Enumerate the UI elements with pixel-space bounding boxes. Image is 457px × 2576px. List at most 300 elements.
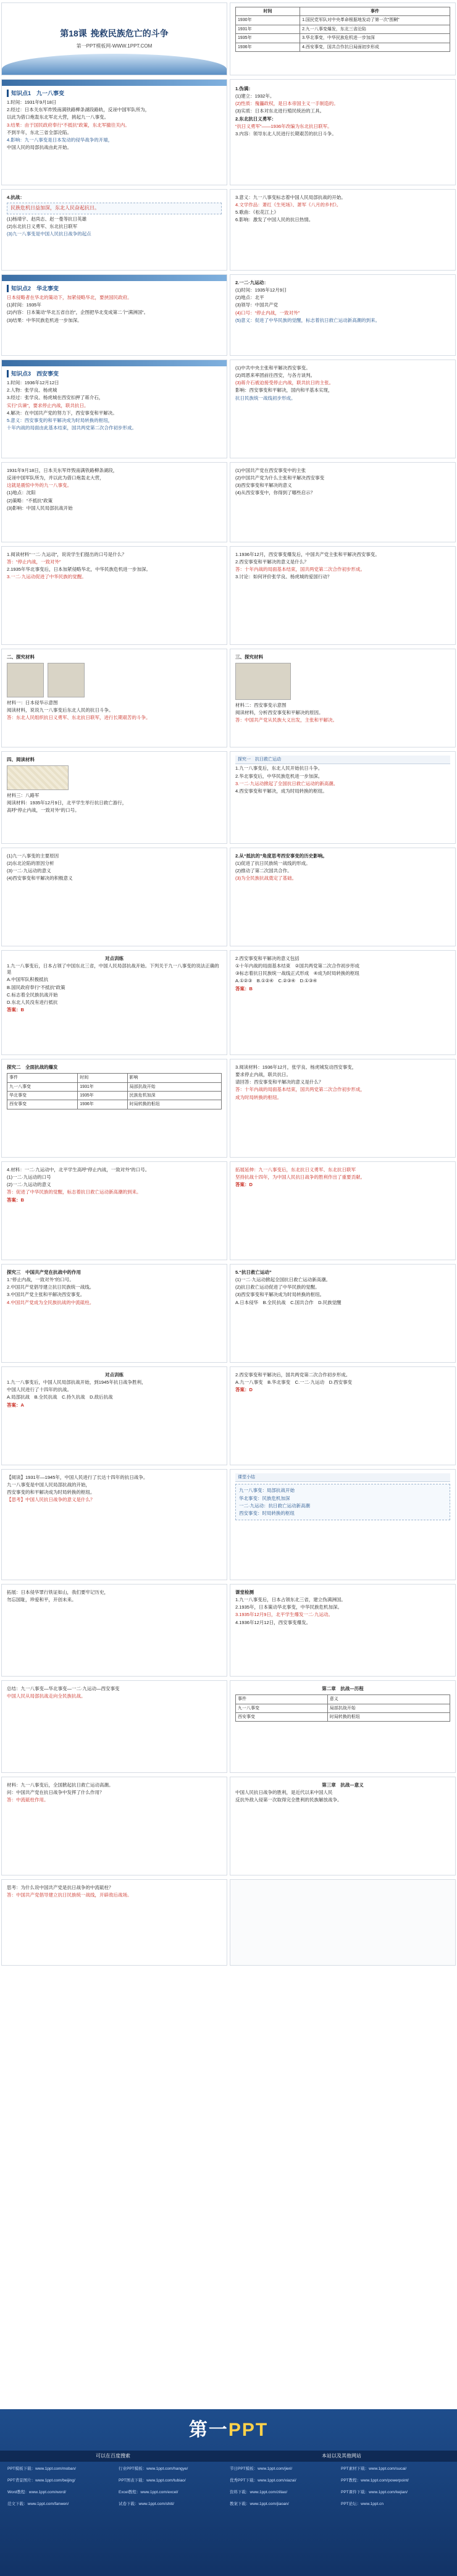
text-line: 2.中国共产党倡导建立抗日民族统一战线。	[7, 1284, 94, 1290]
text-line: 拓展：日本侵华罪行铁证如山，我们要牢记历史，	[7, 1589, 109, 1595]
content-slide	[230, 546, 456, 645]
document-image	[7, 663, 44, 697]
summary-item: 九一八事变：局部抗战开始	[239, 1488, 295, 1494]
text-line: 高呼“停止内战，一致对外”的口号。	[7, 807, 80, 814]
slide-header-bar	[2, 80, 227, 86]
text-line: (1)中国共产党在西安事变中的主张	[235, 468, 306, 473]
text-line: 3.1935年12月9日，北平学生爆发一二·九运动。	[235, 1612, 333, 1618]
text-line: 4.材料：一二·九运动中，北平学生高呼“停止内战，一致对外”的口号。	[7, 1167, 150, 1172]
table-row	[7, 1092, 222, 1100]
content-slide	[230, 79, 456, 185]
text-line: (1)中共中央主张和平解决西安事变。	[235, 365, 311, 371]
text-line: A.①②③ B.①②④ C.②③④ D.①③④	[235, 978, 317, 984]
logo-text: 第一	[188, 2420, 228, 2440]
footer-link[interactable]: 教案下载：www.1ppt.com/jiaoan/	[230, 2501, 289, 2506]
content-slide	[1, 546, 227, 645]
table-cell: 华北事变	[7, 1092, 78, 1100]
table-cell: 1930年	[236, 16, 300, 25]
content-slide	[230, 1584, 456, 1677]
text-line: (2)推动了第二次国共合作。	[235, 868, 292, 874]
text-line: (3)为全民族抗战奠定了基础。	[235, 875, 297, 882]
table-cell: 1935年	[236, 34, 300, 43]
text-line: 4.文学作品：萧红《生死场》、萧军《八月的乡村》。	[235, 202, 342, 208]
text-line: (1)九一八事变的主要原因	[7, 853, 59, 859]
table-cell: 九一八事变	[7, 1082, 78, 1091]
content-slide	[230, 1680, 456, 1773]
decorative-wave	[2, 54, 227, 75]
text-line: 抗日民族统一战线初步形成。	[235, 395, 296, 401]
text-line: 答：中流砥柱作用。	[7, 1797, 49, 1803]
text-heading: 二、探究材料	[7, 654, 35, 660]
text-line: 2.一二·九运动：	[235, 280, 269, 285]
text-line: (3)西安事变和平解决成为时局转换的枢纽。	[235, 1292, 325, 1298]
table-cell: 4.西安事变，国共合作抗日局面初步形成	[300, 43, 450, 51]
summary-box	[235, 1484, 450, 1520]
text-line: 影响：西安事变和平解决，国内和平基本实现，	[235, 387, 333, 394]
text-line: 阅读材料，说说九一八事变后东北人民的抗日斗争。	[7, 707, 114, 713]
content-slide	[1, 360, 227, 458]
content-slide	[1, 1469, 227, 1580]
figure-caption: 材料二：西安事变示意图	[235, 702, 287, 709]
content-slide	[230, 1366, 456, 1465]
text-heading: 1.伪满：	[235, 86, 253, 91]
slide-row	[0, 1059, 457, 1158]
text-line: 3.中国共产党主张和平解决西安事变。	[7, 1292, 85, 1298]
text-line: 要求停止内战，联共抗日。	[235, 1072, 291, 1078]
text-line: A.九一八事变 B.华北事变 C.一二·九运动 D.西安事变	[235, 1379, 353, 1386]
slide-row	[0, 1366, 457, 1465]
text-line: 答：“停止内战，一致对外”	[7, 559, 61, 565]
answer-text: 答案：D	[235, 1387, 253, 1393]
text-line: 这就是震惊中外的九一八事变。	[7, 482, 72, 489]
slide-row	[0, 1469, 457, 1580]
text-line: (2)东北沦陷的原因分析	[7, 861, 54, 867]
footer-link[interactable]: PPT素材下载：www.1ppt.com/sucai/	[341, 2467, 407, 2472]
logo-accent: PPT	[228, 2420, 269, 2440]
site-logo	[0, 2418, 457, 2443]
table-row	[236, 1704, 450, 1712]
text-line: D.东北人民没有进行抵抗	[7, 999, 58, 1005]
figure-caption: 材料一：日本侵华示意图	[7, 700, 58, 706]
text-line: (2)性质：傀儡政权，是日本帝国主义一手制造的。	[235, 101, 338, 107]
footer-link[interactable]: PPT背景图片：www.1ppt.com/beijing/	[7, 2478, 75, 2483]
text-line: 6.影响：激发了中国人民的抗日热情。	[235, 217, 314, 223]
text-line: (3)西安事变和平解决的意义	[235, 482, 292, 489]
answer-text: 答案：D	[235, 1182, 253, 1188]
content-slide	[1, 649, 227, 747]
slide-row	[0, 950, 457, 1055]
footer-links	[0, 2467, 457, 2507]
text-heading: 探究二 全面抗战的爆发	[7, 1064, 58, 1070]
table-cell: 1936年	[78, 1100, 127, 1109]
section-bar: 课堂小结	[235, 1473, 450, 1482]
text-line: 九一八事变是中国人民局部抗战的开始，	[7, 1482, 90, 1488]
text-line: (3)蒋介石被迫接受停止内战，联共抗日的主张。	[235, 380, 334, 386]
summary-item: 西安事变：时局转换的枢纽	[239, 1510, 295, 1516]
text-line: (4)西安事变和平解决的积极意义	[7, 875, 73, 882]
text-line: 【思考】中国人民抗日战争的意义是什么？	[7, 1497, 95, 1503]
footer-link[interactable]: 行业PPT模板：www.1ppt.com/hangye/	[119, 2467, 188, 2472]
answer-text: 答案：B	[7, 1197, 24, 1203]
caption-text: 本站以及其他网站	[322, 2452, 361, 2459]
table-cell: 1.国民党军队对中央革命根据地发动了第一次“围剿”	[300, 16, 450, 25]
footer-caption-bar	[0, 2451, 457, 2462]
text-line: A.局部抗战 B.全民抗战 C.持久抗战 D.敌后抗战	[7, 1394, 113, 1400]
summary-item: 一二·九运动：抗日救亡运动新高潮	[239, 1502, 310, 1509]
content-slide	[1, 1161, 227, 1260]
table-cell: 时局转换的枢纽	[127, 1100, 221, 1109]
table-cell: 时局转换的枢纽	[327, 1713, 450, 1722]
text-line: 1.阅读材料“一二·九运动”，说说学生们提出的口号是什么？	[7, 552, 127, 557]
historical-photo	[7, 765, 69, 790]
table-cell: 民族危机加深	[127, 1092, 221, 1100]
slide-header-bar	[2, 360, 227, 366]
slide-row	[0, 1264, 457, 1363]
table-row	[236, 1695, 450, 1704]
title-slide	[1, 2, 227, 75]
content-slide	[1, 189, 227, 271]
text-heading: 5.“抗日救亡运动”	[235, 1269, 272, 1275]
slide-header-bar	[2, 275, 227, 281]
content-slide	[230, 1161, 456, 1260]
content-slide	[1, 848, 227, 946]
text-line: (1)地点：沈阳	[7, 490, 36, 496]
answer-text: 答案：B	[7, 1006, 24, 1012]
text-line: 反抗外敌入侵第一次取得完全胜利的民族解放战争。	[235, 1797, 342, 1803]
text-heading: 第三章 抗战—意义	[322, 1782, 364, 1788]
text-line: ③标志着抗日民族统一战线正式形成 ④成为时局转换的枢纽	[235, 970, 359, 977]
text-line: 拓展延伸：九一八事变后，东北抗日义勇军、东北抗日联军	[235, 1167, 356, 1172]
text-line: (4)从西安事变中，你得到了哪些启示？	[235, 490, 316, 496]
content-slide	[230, 1777, 456, 1875]
table-row	[7, 1082, 222, 1091]
text-line: (2)周恩来率团前往西安，与各方谈判。	[235, 373, 316, 379]
content-slide	[230, 1059, 456, 1158]
text-line: 实行“兵谏”，要求停止内战，联共抗日。	[7, 402, 89, 408]
footer-link[interactable]: PPT教程：www.1ppt.com/powerpoint/	[341, 2478, 409, 2483]
text-line: (2)东北抗日义勇军、东北抗日联军	[7, 224, 78, 230]
text-line: 十年内战的局面由此基本结束，国共两党第二次合作初步形成。	[7, 424, 136, 431]
text-line: (1)一二·九运动的口号	[7, 1174, 51, 1181]
text-line: (2)抗日救亡运动促进了中华民族的觉醒。	[235, 1284, 320, 1290]
lesson-number: 第18课	[60, 28, 87, 39]
text-line: (3)九一八事变是中国人民抗日战争的起点	[7, 231, 91, 237]
text-line: 4.解决：在中国共产党的努力下，西安事变和平解决。	[7, 410, 117, 416]
site-name: 第一PPT模板网-WWW.1PPT.COM	[76, 43, 153, 49]
content-slide	[1, 79, 227, 185]
table-cell: 1931年	[236, 25, 300, 33]
text-line: A.中国军队积极抵抗	[7, 977, 49, 983]
text-line: 5.歌曲：《松花江上》	[235, 209, 279, 216]
footer-link[interactable]: 节日PPT模板：www.1ppt.com/jieri/	[230, 2467, 293, 2472]
content-slide	[1, 1264, 227, 1363]
slide-row	[0, 1680, 457, 1773]
text-line: 2.东北抗日义勇军：	[235, 116, 277, 122]
table-header: 时间	[236, 7, 300, 16]
slide-row	[0, 2, 457, 75]
slide-row	[0, 189, 457, 271]
text-heading: 四、阅读材料	[7, 757, 35, 762]
footer-link[interactable]: PPT论坛：www.1ppt.cn	[341, 2501, 384, 2506]
text-line: 1.九一八事变后，日本占领东北三省，建立伪满洲国。	[235, 1597, 346, 1603]
text-line: 3.阅读材料：1936年12月，张学良、杨虎城发动西安事变，	[235, 1064, 357, 1070]
footer-link[interactable]: 资料下载：www.1ppt.com/ziliao/	[230, 2490, 288, 2494]
footer-link[interactable]: Word教程：www.1ppt.com/word/	[7, 2490, 66, 2494]
slide-row	[0, 848, 457, 946]
text-line: (1)建立：1932年。	[235, 93, 275, 99]
text-line: (5)意义：促进了中华民族的觉醒，标志着抗日救亡运动新高潮的到来。	[235, 317, 380, 323]
slide-row	[0, 1879, 457, 1966]
text-line: 1.九一八事变后，中国人民局部抗战开始，到1945年抗日战争胜利，	[7, 1379, 146, 1386]
text-line: (3)结果：中华民族危机进一步加深。	[7, 317, 82, 323]
slide-row	[0, 360, 457, 458]
footer-link[interactable]: 试卷下载：www.1ppt.com/shiti/	[119, 2501, 174, 2506]
text-line: 2.人物：张学良、杨虎城	[7, 387, 57, 394]
content-slide	[230, 950, 456, 1055]
table-cell: 1936年	[236, 43, 300, 51]
text-line: (1)杨靖宇、赵尚志、赵一曼等抗日英雄	[7, 216, 87, 222]
content-slide	[230, 649, 456, 747]
content-slide	[1, 274, 227, 356]
content-slide	[1, 462, 227, 542]
text-line: 答：东北人民组织抗日义勇军、东北抗日联军，进行长期艰苦的斗争。	[7, 715, 151, 721]
table-cell: 九一八事变	[236, 1704, 328, 1712]
text-heading: 4.抗战：	[7, 195, 25, 200]
content-slide	[230, 360, 456, 458]
text-line: 答：中国共产党倡导建立抗日民族统一战线，开辟敌后战场。	[7, 1892, 132, 1898]
text-line: 2.西安事变和平解决后，国共两党第二次合作初步形成。	[235, 1372, 351, 1378]
text-line: 3.意义：九一八事变标志着中国人民局部抗战的开始。	[235, 195, 346, 200]
answer-text: 答案：B	[235, 985, 253, 991]
text-line: 中国人民进行了十四年的抗战。	[7, 1387, 72, 1393]
text-line: 2.西安事变和平解决的意义是什么？	[235, 559, 309, 565]
section-heading: 知识点3 西安事变	[7, 370, 222, 377]
text-line: 4.西安事变和平解决，成为时局转换的枢纽。	[235, 788, 327, 794]
table-row	[236, 1713, 450, 1722]
text-line: 1931年9月18日，日本关东军炸毁南满铁路柳条湖段，	[7, 468, 118, 473]
table-row	[236, 43, 450, 51]
answer-text: 答案：A	[7, 1402, 24, 1408]
text-line: 1.九一八事变后，东北人民开始抗日斗争。	[235, 765, 323, 772]
text-line: 材料：九一八事变后，全国掀起抗日救亡运动高潮。	[7, 1782, 114, 1788]
text-line: 不到半年，东北三省全部沦陷。	[7, 129, 72, 135]
text-line: 答：中国共产党从民族大义出发，主张和平解决。	[235, 717, 337, 723]
text-line: 1.九一八事变后，日本占领了中国东北三省，中国人民局部抗战开始。下列关于九一八事变的说法正确的是	[7, 963, 219, 975]
text-line: 请回答：西安事变和平解决的意义是什么？	[235, 1079, 324, 1085]
slide-row	[0, 1777, 457, 1875]
content-slide	[230, 1264, 456, 1363]
table-cell: 事件	[236, 1695, 328, 1704]
text-line: 2.西安事变和平解决的意义包括	[235, 956, 300, 961]
content-slide	[230, 848, 456, 946]
text-line: 3.经过：张学良、杨虎城在西安扣押了蒋介石，	[7, 395, 104, 401]
text-line: A.日本侵华 B.全民抗战 C.国共合作 D.民族觉醒	[235, 1299, 342, 1305]
text-line: 勿忘国耻，珍爱和平，开创未来。	[7, 1597, 77, 1603]
document-image	[235, 663, 291, 700]
slide-row	[0, 649, 457, 747]
table-cell: 时间	[78, 1074, 127, 1082]
table-cell: 3.华北事变，中华民族危机进一步加深	[300, 34, 450, 43]
text-line: 日本侵略者在华北的策动下，加紧侵略华北，要挟国民政府。	[7, 295, 132, 301]
text-line: (2)中国共产党为什么主张和平解决西安事变	[235, 475, 325, 481]
text-line: B.国民政府奉行“不抵抗”政策	[7, 984, 65, 990]
text-heading: 探究三 中国共产党在抗战中的作用	[7, 1269, 81, 1275]
text-line: 3.内容：领导东北人民进行长期艰苦的抗日斗争。	[235, 130, 337, 137]
text-line: (1)时间：1935年12月9日	[235, 287, 287, 293]
content-slide	[1, 1680, 227, 1773]
text-line: 坚持抗战十四年，为中国人民抗日战争的胜利作出了重要贡献。	[235, 1174, 365, 1181]
blank-slide	[230, 1879, 456, 1966]
text-heading: 三、探究材料	[235, 654, 263, 660]
figure-caption: 材料三：八路军	[7, 793, 40, 799]
text-line: 以此为借口炮轰东北军北大营，挑起九一八事变。	[7, 114, 109, 120]
event-table	[235, 7, 450, 52]
text-line: ①十年内战的局面基本结束 ②国共两党第二次合作初步形成	[235, 963, 359, 969]
summary-table	[235, 1694, 450, 1722]
content-slide	[230, 189, 456, 271]
text-line: 4.影响：九一八事变是日本发动的侵华战争的开端，	[7, 137, 113, 143]
text-line: 总结：九一八事变—华北事变—一二·九运动—西安事变	[7, 1686, 120, 1691]
text-heading: 课堂检测	[235, 1589, 254, 1595]
table-row	[7, 1100, 222, 1109]
text-line: 中国人民的局部抗战由此开始。	[7, 144, 72, 150]
content-slide	[230, 1469, 456, 1580]
text-line: 1.时间：1936年12月12日	[7, 380, 59, 386]
text-line: 中国人民从局部抗战走向全民族抗战。	[7, 1693, 86, 1699]
text-line: (3)实质：日本对东北进行殖民统治的工具。	[235, 108, 325, 114]
content-slide	[1, 751, 227, 844]
slide-row	[0, 751, 457, 844]
text-line: 问：中国共产党在抗日战争中发挥了什么作用？	[7, 1790, 104, 1796]
footer-link[interactable]: PPT模板下载：www.1ppt.com/moban/	[7, 2467, 76, 2472]
content-slide	[230, 462, 456, 542]
table-cell: 意义	[327, 1695, 450, 1704]
slide-row	[0, 462, 457, 542]
content-slide	[1, 1059, 227, 1158]
text-line: 1.1936年12月，西安事变爆发后，中国共产党主张和平解决西安事变。	[235, 552, 380, 557]
text-line: (1)时间：1935年	[7, 302, 41, 308]
table-row	[236, 16, 450, 25]
section-bar: 探究一 抗日救亡运动	[235, 756, 450, 764]
text-line: 3.结果：由于国民政府奉行“不抵抗”政策，东北军撤往关内。	[7, 122, 130, 128]
footer-link[interactable]: PPT图表下载：www.1ppt.com/tubiao/	[119, 2478, 186, 2483]
text-line: 2.华北事变后，中华民族危机进一步加深。	[235, 773, 323, 779]
text-line: 4.1936年12月12日，西安事变爆发。	[235, 1619, 311, 1625]
text-line: (3)领导：中国共产党	[235, 302, 279, 308]
text-line: 1.时间：1931年9月18日	[7, 99, 57, 106]
text-line: 反诬中国军队所为，并以此为借口炮轰北大营，	[7, 475, 104, 481]
table-cell: 局部抗战开始	[127, 1082, 221, 1091]
footer-link[interactable]: Excel教程：www.1ppt.com/excel/	[119, 2490, 178, 2494]
text-line: 答：十年内战的局面基本结束，国共两党第二次合作初步形成。	[235, 566, 365, 573]
slide-row	[0, 274, 457, 356]
text-line: 2.1935年，日本策动华北事变，中华民族危机加深。	[235, 1604, 342, 1610]
table-cell: 局部抗战开始	[327, 1704, 450, 1712]
text-line: 中国人民抗日战争的胜利，是近代以来中国人民	[235, 1790, 333, 1796]
table-cell: 2.九一八事变爆发，东北三省沦陷	[300, 25, 450, 33]
text-line: (2)内容：日本策动“华北五省自治”，企图把华北变成第二个“满洲国”。	[7, 309, 149, 316]
text-line: (4)口号：“停止内战，一致对外”	[235, 309, 300, 316]
text-line: (1)促进了抗日民族统一战线的形成。	[235, 861, 311, 867]
slide-row	[0, 79, 457, 185]
content-slide	[1, 1879, 227, 1966]
content-slide	[1, 1584, 227, 1677]
table-cell: 西安事变	[236, 1713, 328, 1722]
text-line: (3)影响：中国人民局部抗战开始	[7, 505, 73, 511]
slide-row	[0, 1161, 457, 1260]
table-row	[236, 34, 450, 43]
table-cell: 西安事变	[7, 1100, 78, 1109]
text-line: 【阅读】1931年—1945年，中国人民进行了长达十四年的抗日战争。	[7, 1475, 148, 1480]
content-slide	[230, 274, 456, 356]
document-image	[48, 663, 85, 697]
summary-item: 华北事变：民族危机加深	[239, 1495, 290, 1501]
highlight-box: 民族危机日益加深，东北人民奋起抗日。	[7, 203, 222, 214]
text-line: 2.从“抵抗的”角度思考西安事变的历史影响。	[235, 853, 327, 859]
footer-link[interactable]: 范文下载：www.1ppt.com/fanwen/	[7, 2501, 69, 2506]
text-line: 5.意义：西安事变的和平解决成为时局转换的枢纽，	[7, 417, 113, 423]
text-line: 3.一二·九运动掀起了全国抗日救亡运动的新高潮。	[235, 780, 338, 786]
text-line: 西安事变的和平解决成为时局转换的枢纽。	[7, 1489, 95, 1496]
section-heading: 知识点2 华北事变	[7, 285, 222, 292]
text-line: 思考：为什么说中国共产党是抗日战争的中流砥柱？	[7, 1885, 114, 1890]
text-line: 3.讨论：如何评价张学良、杨虎城的爱国行动？	[235, 574, 332, 580]
content-slide	[1, 1366, 227, 1465]
text-line: (1)一二·九运动掀起全国抗日救亡运动新高潮。	[235, 1277, 331, 1283]
text-line: (2)一二·九运动的意义	[7, 1182, 51, 1188]
table-cell: 1931年	[78, 1082, 127, 1091]
content-slide	[1, 1777, 227, 1875]
content-slide	[230, 751, 456, 844]
footer-banner	[0, 2409, 457, 2576]
text-line: “抗日义勇军”——1936年改编为东北抗日联军。	[235, 123, 332, 129]
text-line: (2)策略：“不抵抗”政策	[7, 497, 53, 503]
text-line: 2.1935年华北事变后，日本加紧侵略华北，中华民族危机进一步加深。	[7, 566, 151, 573]
text-line: 4.中国共产党成为全民族抗战的中流砥柱。	[7, 1299, 94, 1305]
table-row	[7, 1074, 222, 1082]
footer-link[interactable]: 优秀PPT下载：www.1ppt.com/xiazai/	[230, 2478, 296, 2483]
text-line: 成为时局转换的枢纽。	[235, 1094, 282, 1100]
footer-link[interactable]: PPT课件下载：www.1ppt.com/kejian/	[341, 2490, 408, 2494]
text-heading: 对点训练	[105, 956, 124, 961]
text-line: 阅读材料：1935年12月9日，北平学生举行抗日救亡游行，	[7, 800, 127, 806]
text-heading: 对点训练	[105, 1372, 124, 1378]
section-heading: 知识点1 九一八事变	[7, 90, 222, 97]
summary-table	[7, 1073, 222, 1109]
text-line: 答：促进了中华民族的觉醒，标志着抗日救亡运动新高潮的到来。	[7, 1189, 141, 1195]
text-line: 2.经过：日本关东军炸毁南满铁路柳条湖段路轨，反诬中国军队所为，	[7, 107, 150, 113]
slide-row	[0, 1584, 457, 1677]
text-heading: 第二章 抗战—历程	[322, 1686, 364, 1691]
table-row	[236, 25, 450, 33]
table-cell: 影响	[127, 1074, 221, 1082]
slide-row	[0, 546, 457, 645]
lesson-title: 挽救民族危亡的斗争	[90, 28, 169, 39]
text-line: (2)地点：北平	[235, 295, 264, 301]
content-slide	[1, 950, 227, 1055]
table-cell: 事件	[7, 1074, 78, 1082]
text-line: 阅读材料，分析西安事变和平解决的原因。	[235, 710, 324, 716]
table-header: 事件	[300, 7, 450, 16]
text-line: 1.“停止内战，一致对外”的口号。	[7, 1277, 74, 1283]
event-table-slide	[230, 2, 456, 75]
text-line: (3)一二·九运动的意义	[7, 868, 51, 874]
text-line: 答：十年内战的局面基本结束，国共两党第二次合作初步形成，	[235, 1087, 365, 1093]
table-cell: 1935年	[78, 1092, 127, 1100]
text-line: 3.一二·九运动促进了中华民族的觉醒。	[7, 574, 86, 580]
caption-text: 可以在百度搜索	[96, 2452, 130, 2459]
text-line: C.标志着全民族抗战开始	[7, 991, 58, 998]
